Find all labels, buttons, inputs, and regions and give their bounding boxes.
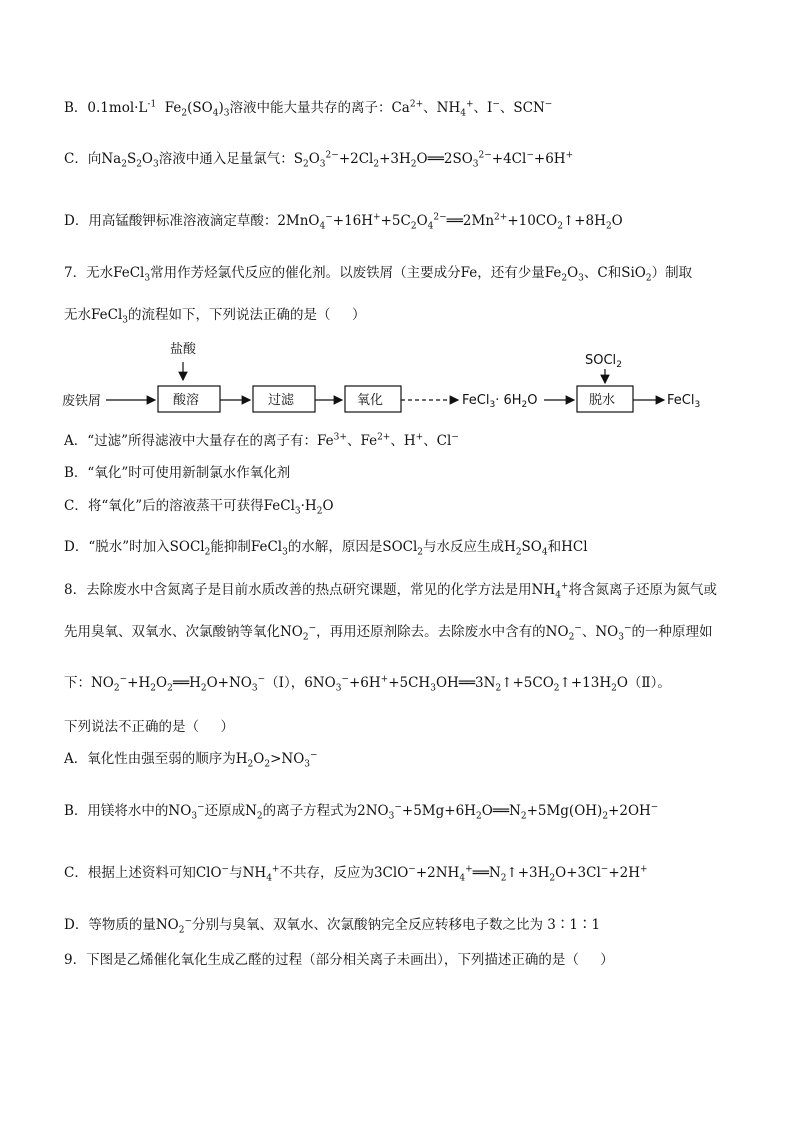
q8-option-b: B．用镁将水中的$NO_3^-$还原成$N_2$的离子方程式为$2NO_3^-+5Mg+6H_2O══N_2+5Mg(OH)_2+2OH^-$ — [64, 802, 659, 822]
flow-intermediate: FeCl$_3$· $6H_2O$ — [462, 393, 538, 410]
q6-option-b: B．$0.1mol\cdot L^{-1}$ $Fe_2(SO_4)_3$溶液中能大量共存的离子：$Ca^{2+}$、$NH_4^+$、I−、SCN− — [64, 99, 553, 119]
q7-stem-line1: 7．无水FeCl$_3$常用作芳烃氯代反应的催化剂。以废铁屑（主要成分Fe，还有少量$Fe_2O_3$、C和SiO$_2$）制取 — [64, 265, 693, 284]
flow-box1-label: 酸溶 — [173, 393, 200, 408]
q7-stem-line2: 无水FeCl$_3$的流程如下，下列说法正确的是（ ） — [64, 307, 366, 326]
flow-box3-label: 氧化 — [357, 393, 384, 408]
q6-option-c: C．向$Na_2S_2O_3$溶液中通入足量氯气：$S_2O_3^{2-}+2Cl_2+3H_2O══2SO_3^{2-}+4Cl^-+6H^+$ — [64, 150, 574, 170]
flow-box2-label: 过滤 — [268, 393, 295, 408]
q7-option-d: D．“脱水”时加入SOCl$_2$能抑制FeCl$_3$的水解，原因是SOCl$_2$与水反应生成$H_2SO_4$和HCl — [64, 539, 588, 558]
flow-reagent-acid: 盐酸 — [170, 342, 197, 357]
q7-option-b: B．“氧化”时可使用新制氯水作氧化剂 — [64, 465, 291, 481]
q8-stem-line2: 先用臭氧、双氧水、次氯酸钠等氧化$NO_2^-$，再用还原剂除去。去除废水中含有的$NO_2^-$、$NO_3^-$的一种原理如 — [64, 623, 713, 643]
q6-option-d: D．用高锰酸钾标准溶液滴定草酸：$2MnO_4^-+16H^++5C_2O_4^{2-}══2Mn^{2+}+10CO_2↑+8H_2O$ — [64, 212, 623, 232]
q8-option-a: A．氧化性由强至弱的顺序为$H_2O_2>NO_3^-$ — [64, 750, 318, 770]
flow-start: 废铁屑 — [62, 394, 102, 409]
q8-stem-line4: 下列说法不正确的是（ ） — [64, 719, 234, 735]
q8-option-d: D．等物质的量$NO_2^-$分别与臭氧、双氧水、次氯酸钠完全反应转移电子数之比为 3∶1∶1 — [64, 916, 601, 936]
flow-reagent-socl2: SOCl$_2$ — [585, 353, 622, 370]
flow-end-product: FeCl$_3$ — [667, 393, 701, 410]
q7-option-c: C．将“氧化”后的溶液蒸干可获得$FeCl_3\cdot H_2O$ — [64, 498, 334, 517]
q9-stem: 9．下图是乙烯催化氧化生成乙醛的过程（部分相关离子未画出），下列描述正确的是（ ） — [64, 952, 614, 968]
flow-diagram — [62, 335, 742, 415]
q8-stem-line3: 下：$NO_2^-+H_2O_2══H_2O+NO_3^-(Ⅰ)$，$6NO_3^-+6H^++5CH_3OH══3N_2↑+5CO_2↑+13H_2O(Ⅱ)$。 — [64, 674, 671, 694]
q8-option-c: C．根据上述资料可知ClO−与$NH_4^+$不共存，反应为$3ClO^-+2NH_4^+══N_2↑+3H_2O+3Cl^-+2H^+$ — [64, 864, 648, 884]
q8-stem-line1: 8．去除废水中含氮离子是目前水质改善的热点研究课题，常见的化学方法是用$NH_4^+$将含氮离子还原为氮气或 — [64, 581, 717, 601]
q7-option-a: A．“过滤”所得滤液中大量存在的离子有：$Fe^{3+}$、$Fe^{2+}$、H+、Cl− — [64, 432, 459, 449]
flow-box4-label: 脱水 — [589, 393, 616, 408]
